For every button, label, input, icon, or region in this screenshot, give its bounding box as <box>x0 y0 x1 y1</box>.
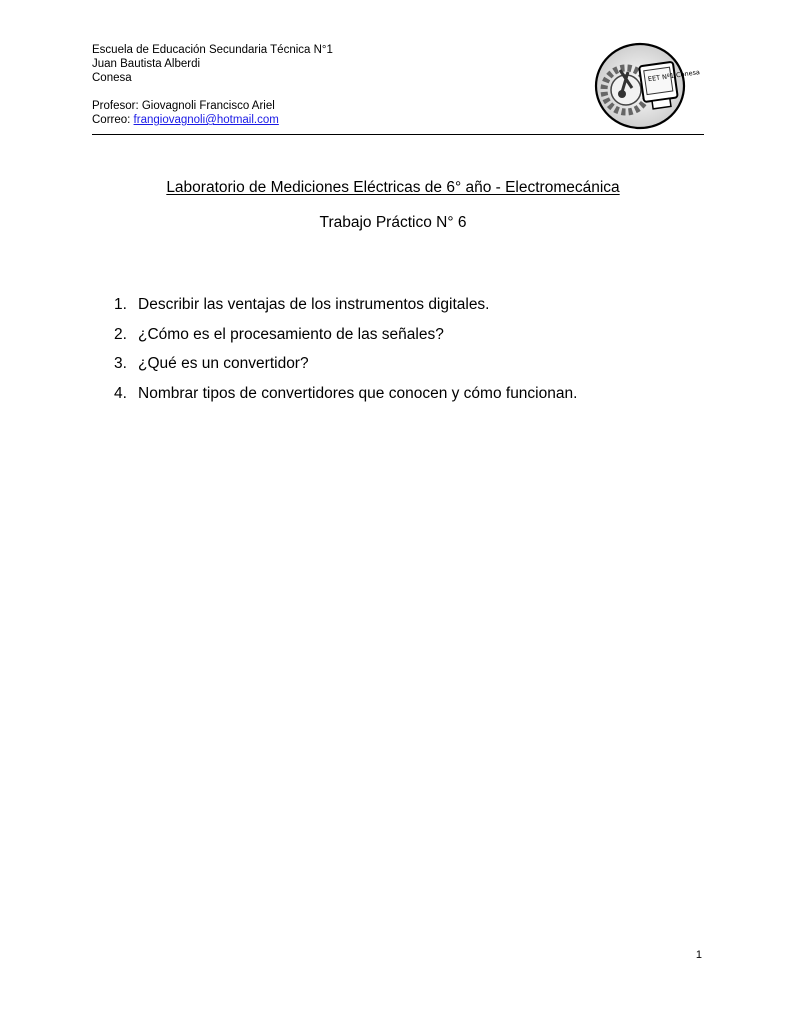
email-link[interactable]: frangiovagnoli@hotmail.com <box>133 114 279 126</box>
page-number: 1 <box>695 949 702 961</box>
document-subtitle: Trabajo Práctico N° 6 <box>319 214 467 231</box>
email-line <box>92 113 572 127</box>
logo-text: EET Nº1 Conesa <box>647 68 701 84</box>
school-name: Escuela de Educación Secundaria Técnica N°1 <box>92 44 333 56</box>
email-label: Correo: <box>92 114 134 126</box>
list-item: 4. Nombrar tipos de convertidores que conocen y cómo funcionan. <box>114 384 578 402</box>
document-title <box>0 178 786 198</box>
gear-logo-icon <box>592 42 701 130</box>
list-item: 2. ¿Cómo es el procesamiento de las señales? <box>114 325 444 343</box>
header-divider <box>92 134 704 135</box>
question-text: ¿Cómo es el procesamiento de las señales? <box>138 325 444 343</box>
question-list <box>114 294 734 412</box>
question-text: Describir las ventajas de los instrumentos digitales. <box>138 296 490 313</box>
school-logo <box>592 42 701 130</box>
header-info <box>92 43 572 127</box>
list-item: 1. Describir las ventajas de los instrumentos digitales. <box>114 296 490 313</box>
school-subname: Juan Bautista Alberdi <box>92 58 201 70</box>
school-town: Conesa <box>92 72 132 84</box>
question-text: ¿Qué es un convertidor? <box>138 355 309 372</box>
question-text: Nombrar tipos de convertidores que conocen y cómo funcionan. <box>138 384 578 402</box>
list-item: 3. ¿Qué es un convertidor? <box>114 355 309 372</box>
title-text: Laboratorio de Mediciones Eléctricas de 6° año - Electromecánica <box>166 179 620 196</box>
professor-name: Profesor: Giovagnoli Francisco Ariel <box>92 100 275 112</box>
